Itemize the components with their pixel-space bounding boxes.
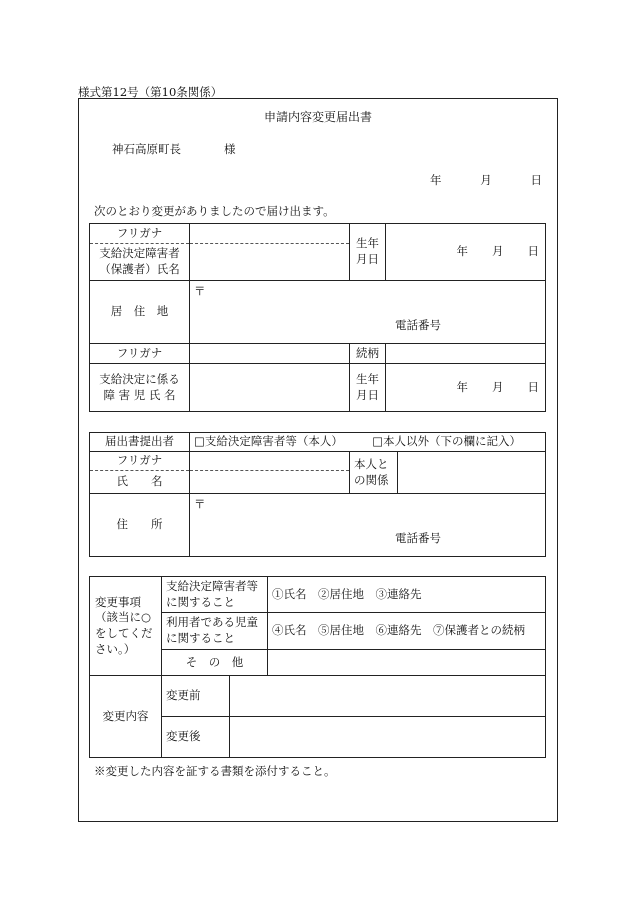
date-year-label: 年 bbox=[430, 173, 442, 187]
addressee-honorific: 様 bbox=[224, 142, 236, 156]
child-birth-year-label: 年 bbox=[456, 379, 468, 394]
postal-mark: 〒 bbox=[194, 284, 206, 298]
phone-label: 電話番号 bbox=[395, 317, 441, 332]
submitter-relation-field[interactable] bbox=[398, 452, 546, 494]
change-row2-options[interactable]: ④氏名 ⑤居住地 ⑥連絡先 ⑦保護者との続柄 bbox=[268, 613, 546, 650]
option-other-checkbox[interactable]: □本人以外（下の欄に記入） bbox=[372, 434, 522, 449]
before-label: 変更前 bbox=[162, 676, 230, 717]
option-self-checkbox[interactable]: □支給決定障害者等（本人） bbox=[194, 434, 343, 449]
birth-day-label: 日 bbox=[527, 244, 539, 259]
submitter-postal-mark: 〒 bbox=[194, 497, 206, 511]
residence-field[interactable] bbox=[190, 281, 546, 344]
date-month-label: 月 bbox=[480, 173, 492, 187]
change-row1-options[interactable]: ①氏名 ②居住地 ③連絡先 bbox=[268, 577, 546, 613]
child-furigana-label: フリガナ bbox=[90, 344, 190, 364]
addressee-name: 神石高原町長 bbox=[112, 142, 181, 156]
submitter-relation-label: 本人と の関係 bbox=[350, 452, 398, 494]
child-birthdate-field[interactable] bbox=[386, 364, 546, 412]
applicant-name-field[interactable] bbox=[190, 244, 350, 281]
change-items-label: 変更事項（該当に○をしてください。） bbox=[90, 577, 162, 676]
furigana-label: フリガナ bbox=[90, 224, 190, 244]
submitter-options bbox=[190, 433, 546, 452]
child-birthdate-label: 生年 月日 bbox=[350, 364, 386, 412]
submitter-address-field[interactable] bbox=[190, 494, 546, 557]
change-row1-label: 支給決定障害者等に関すること bbox=[162, 577, 268, 613]
form-number: 様式第12号（第10条関係） bbox=[78, 85, 223, 99]
residence-label: 居 住 地 bbox=[90, 281, 190, 344]
submitter-furigana-label: フリガナ bbox=[90, 452, 190, 471]
submitter-furigana-field[interactable] bbox=[190, 452, 350, 471]
change-row3-label: そ の 他 bbox=[162, 650, 268, 676]
before-field[interactable] bbox=[230, 676, 546, 717]
child-name-field[interactable] bbox=[190, 364, 350, 412]
birth-month-label: 月 bbox=[492, 244, 504, 259]
submitter-name-label: 氏 名 bbox=[90, 471, 190, 494]
form-title: 申請内容変更届出書 bbox=[263, 110, 372, 124]
child-birth-month-label: 月 bbox=[492, 379, 504, 394]
submission-date bbox=[430, 172, 542, 188]
applicant-name-label: 支給決定障害者 （保護者）氏名 bbox=[90, 244, 190, 281]
submitter-table bbox=[89, 432, 546, 557]
child-furigana-field[interactable] bbox=[190, 344, 350, 364]
applicant-furigana-field[interactable] bbox=[190, 224, 350, 244]
change-content-label: 変更内容 bbox=[90, 676, 162, 758]
change-table bbox=[89, 576, 546, 758]
change-row3-field[interactable] bbox=[268, 650, 546, 676]
applicant-birthdate-field[interactable] bbox=[386, 224, 546, 281]
applicant-table bbox=[89, 223, 546, 412]
birthdate-label: 生年 月日 bbox=[350, 224, 386, 281]
after-label: 変更後 bbox=[162, 717, 230, 758]
after-field[interactable] bbox=[230, 717, 546, 758]
date-day-label: 日 bbox=[530, 173, 542, 187]
birth-year-label: 年 bbox=[456, 244, 468, 259]
change-row2-label: 利用者である児童に関すること bbox=[162, 613, 268, 650]
child-name-label: 支給決定に係る 障 害 児 氏 名 bbox=[90, 364, 190, 412]
child-birth-day-label: 日 bbox=[527, 379, 539, 394]
relation-field[interactable] bbox=[386, 344, 546, 364]
submitter-address-label: 住 所 bbox=[90, 494, 190, 557]
submitter-phone-label: 電話番号 bbox=[395, 530, 442, 545]
intro-text: 次のとおり変更がありましたので届け出ます。 bbox=[94, 204, 335, 218]
relation-label: 続柄 bbox=[350, 344, 386, 364]
attachment-note: ※変更した内容を証する書類を添付すること。 bbox=[94, 764, 336, 778]
submitter-label: 届出書提出者 bbox=[90, 433, 190, 452]
submitter-name-field[interactable] bbox=[190, 471, 350, 494]
